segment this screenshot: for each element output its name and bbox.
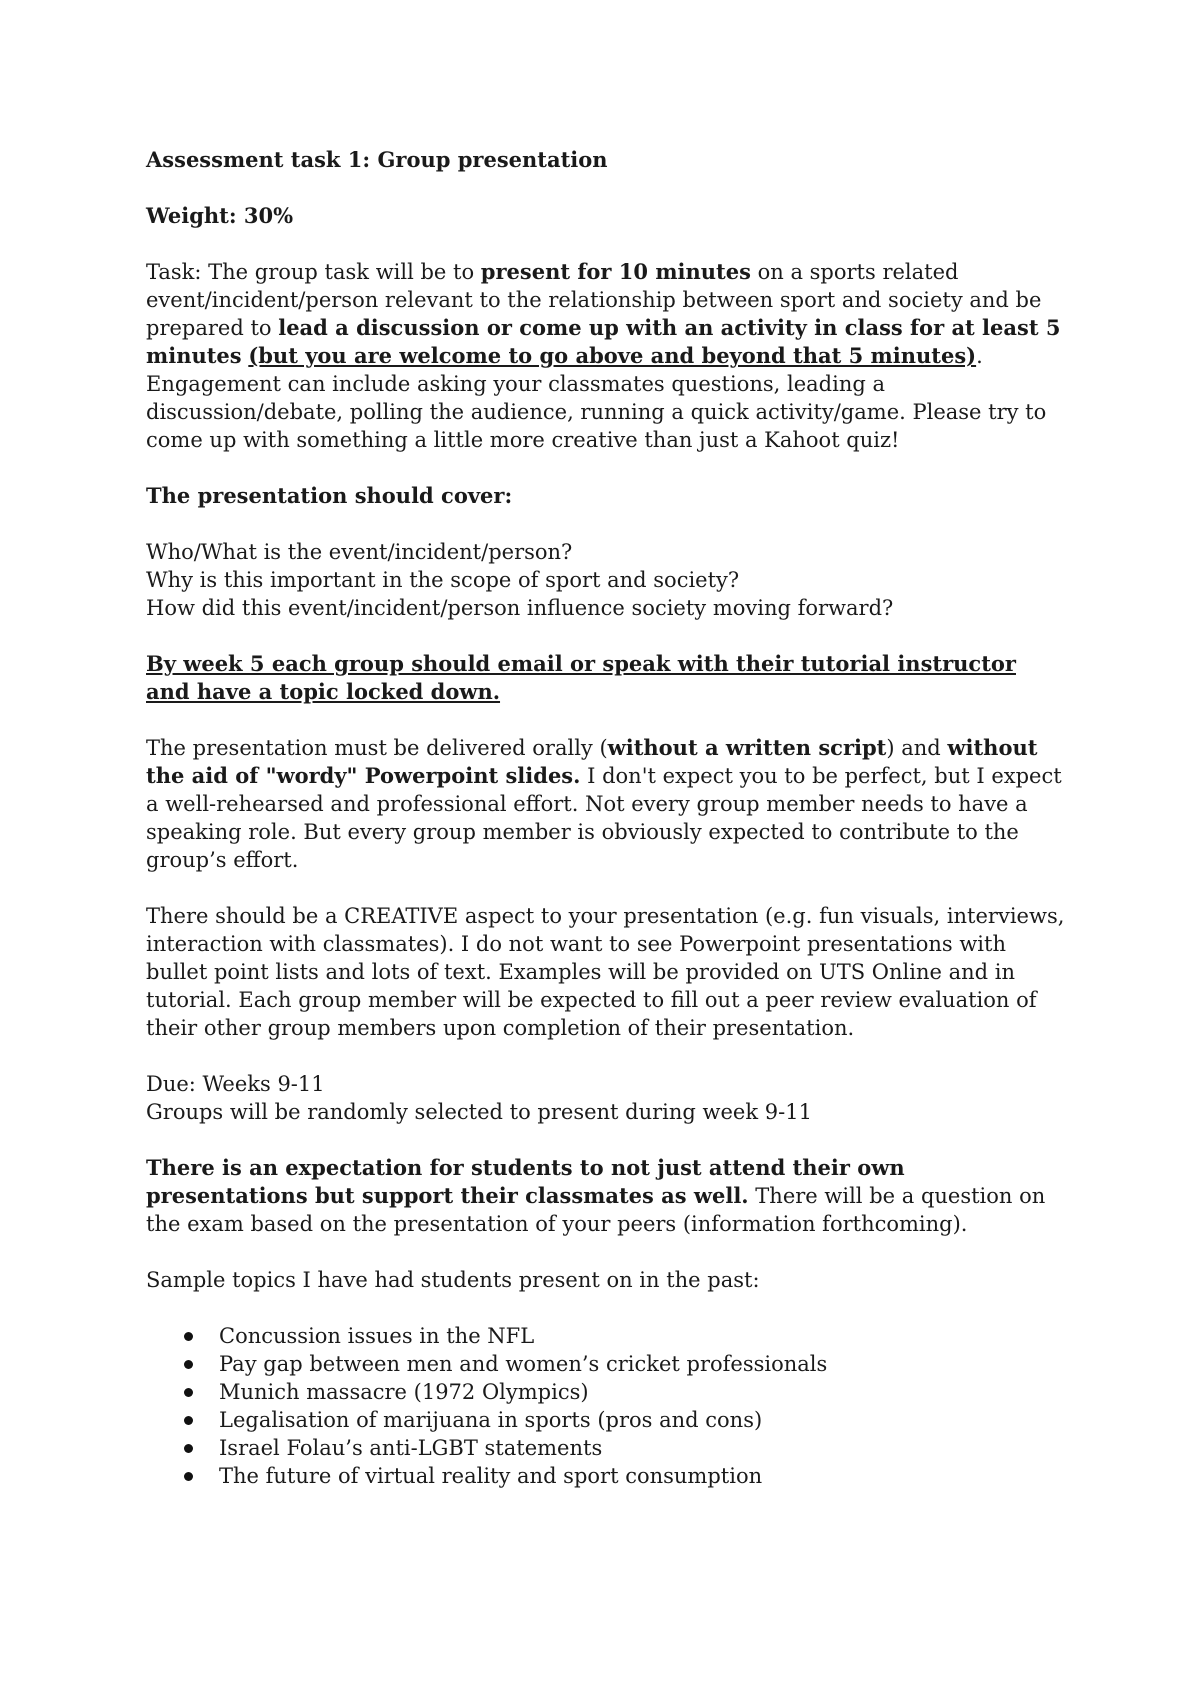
bullet-icon <box>184 1416 193 1425</box>
list-item: Pay gap between men and women’s cricket professionals <box>146 1350 1066 1378</box>
bullet-icon <box>184 1360 193 1369</box>
cover-question: Why is this important in the scope of sport and society? <box>146 568 740 592</box>
cover-question: How did this event/incident/person influence society moving forward? <box>146 596 894 620</box>
cover-questions <box>146 538 1066 622</box>
groups-selected-line: Groups will be randomly selected to present during week 9-11 <box>146 1100 812 1124</box>
creative-paragraph: There should be a CREATIVE aspect to your presentation (e.g. fun visuals, interviews, interaction with classmates). I do not want to see Powerpoint presentations with bullet point lists and lots of text. Examples will be provided on UTS Online and in tutorial. Each group member will be expected to fill out a peer review evaluation of their other group members upon completion of their presentation. <box>146 904 1065 1040</box>
sample-intro: Sample topics I have had students present on in the past: <box>146 1268 760 1292</box>
bullet-icon <box>184 1332 193 1341</box>
assessment-heading: Assessment task 1: Group presentation <box>146 147 608 172</box>
delivery-paragraph: The presentation must be delivered orally (without a written script) and without the aid of "wordy" Powerpoint slides. I don't expect you to be perfect, but I expect a well-rehearsed and professional effort. Not every group member needs to have a speaking role. But every group member is obviously expected to contribute to the group’s effort. <box>146 735 1062 872</box>
cover-heading: The presentation should cover: <box>146 483 513 508</box>
bullet-icon <box>184 1388 193 1397</box>
week5-notice: By week 5 each group should email or speak with their tutorial instructor and have a topic locked down. <box>146 651 1016 704</box>
cover-question: Who/What is the event/incident/person? <box>146 540 573 564</box>
list-item: Israel Folau’s anti-LGBT statements <box>146 1434 1066 1462</box>
bullet-icon <box>184 1444 193 1453</box>
expectation-paragraph: There is an expectation for students to not just attend their own presentations but support their classmates as well. There will be a question on the exam based on the presentation of your peers (information forthcoming). <box>146 1155 1046 1236</box>
list-item: Legalisation of marijuana in sports (pros and cons) <box>146 1406 1066 1434</box>
list-item: The future of virtual reality and sport consumption <box>146 1462 1066 1490</box>
sample-topics-list <box>146 1322 1066 1490</box>
task-paragraph: Task: The group task will be to present for 10 minutes on a sports related event/incident/person relevant to the relationship between sport and society and be prepared to lead a discussion or come up with an activity in class for at least 5 minutes (but you are welcome to go above and beyond that 5 minutes). Engagement can include asking your classmates questions, leading a discussion/debate, polling the audience, running a quick activity/game. Please try to come up with something a little more creative than just a Kahoot quiz! <box>146 259 1061 452</box>
list-item: Concussion issues in the NFL <box>146 1322 1066 1350</box>
due-block <box>146 1070 1066 1126</box>
weight-line: Weight: 30% <box>146 203 294 228</box>
due-line: Due: Weeks 9-11 <box>146 1072 325 1096</box>
bullet-icon <box>184 1472 193 1481</box>
document-body <box>146 146 1066 1490</box>
list-item: Munich massacre (1972 Olympics) <box>146 1378 1066 1406</box>
